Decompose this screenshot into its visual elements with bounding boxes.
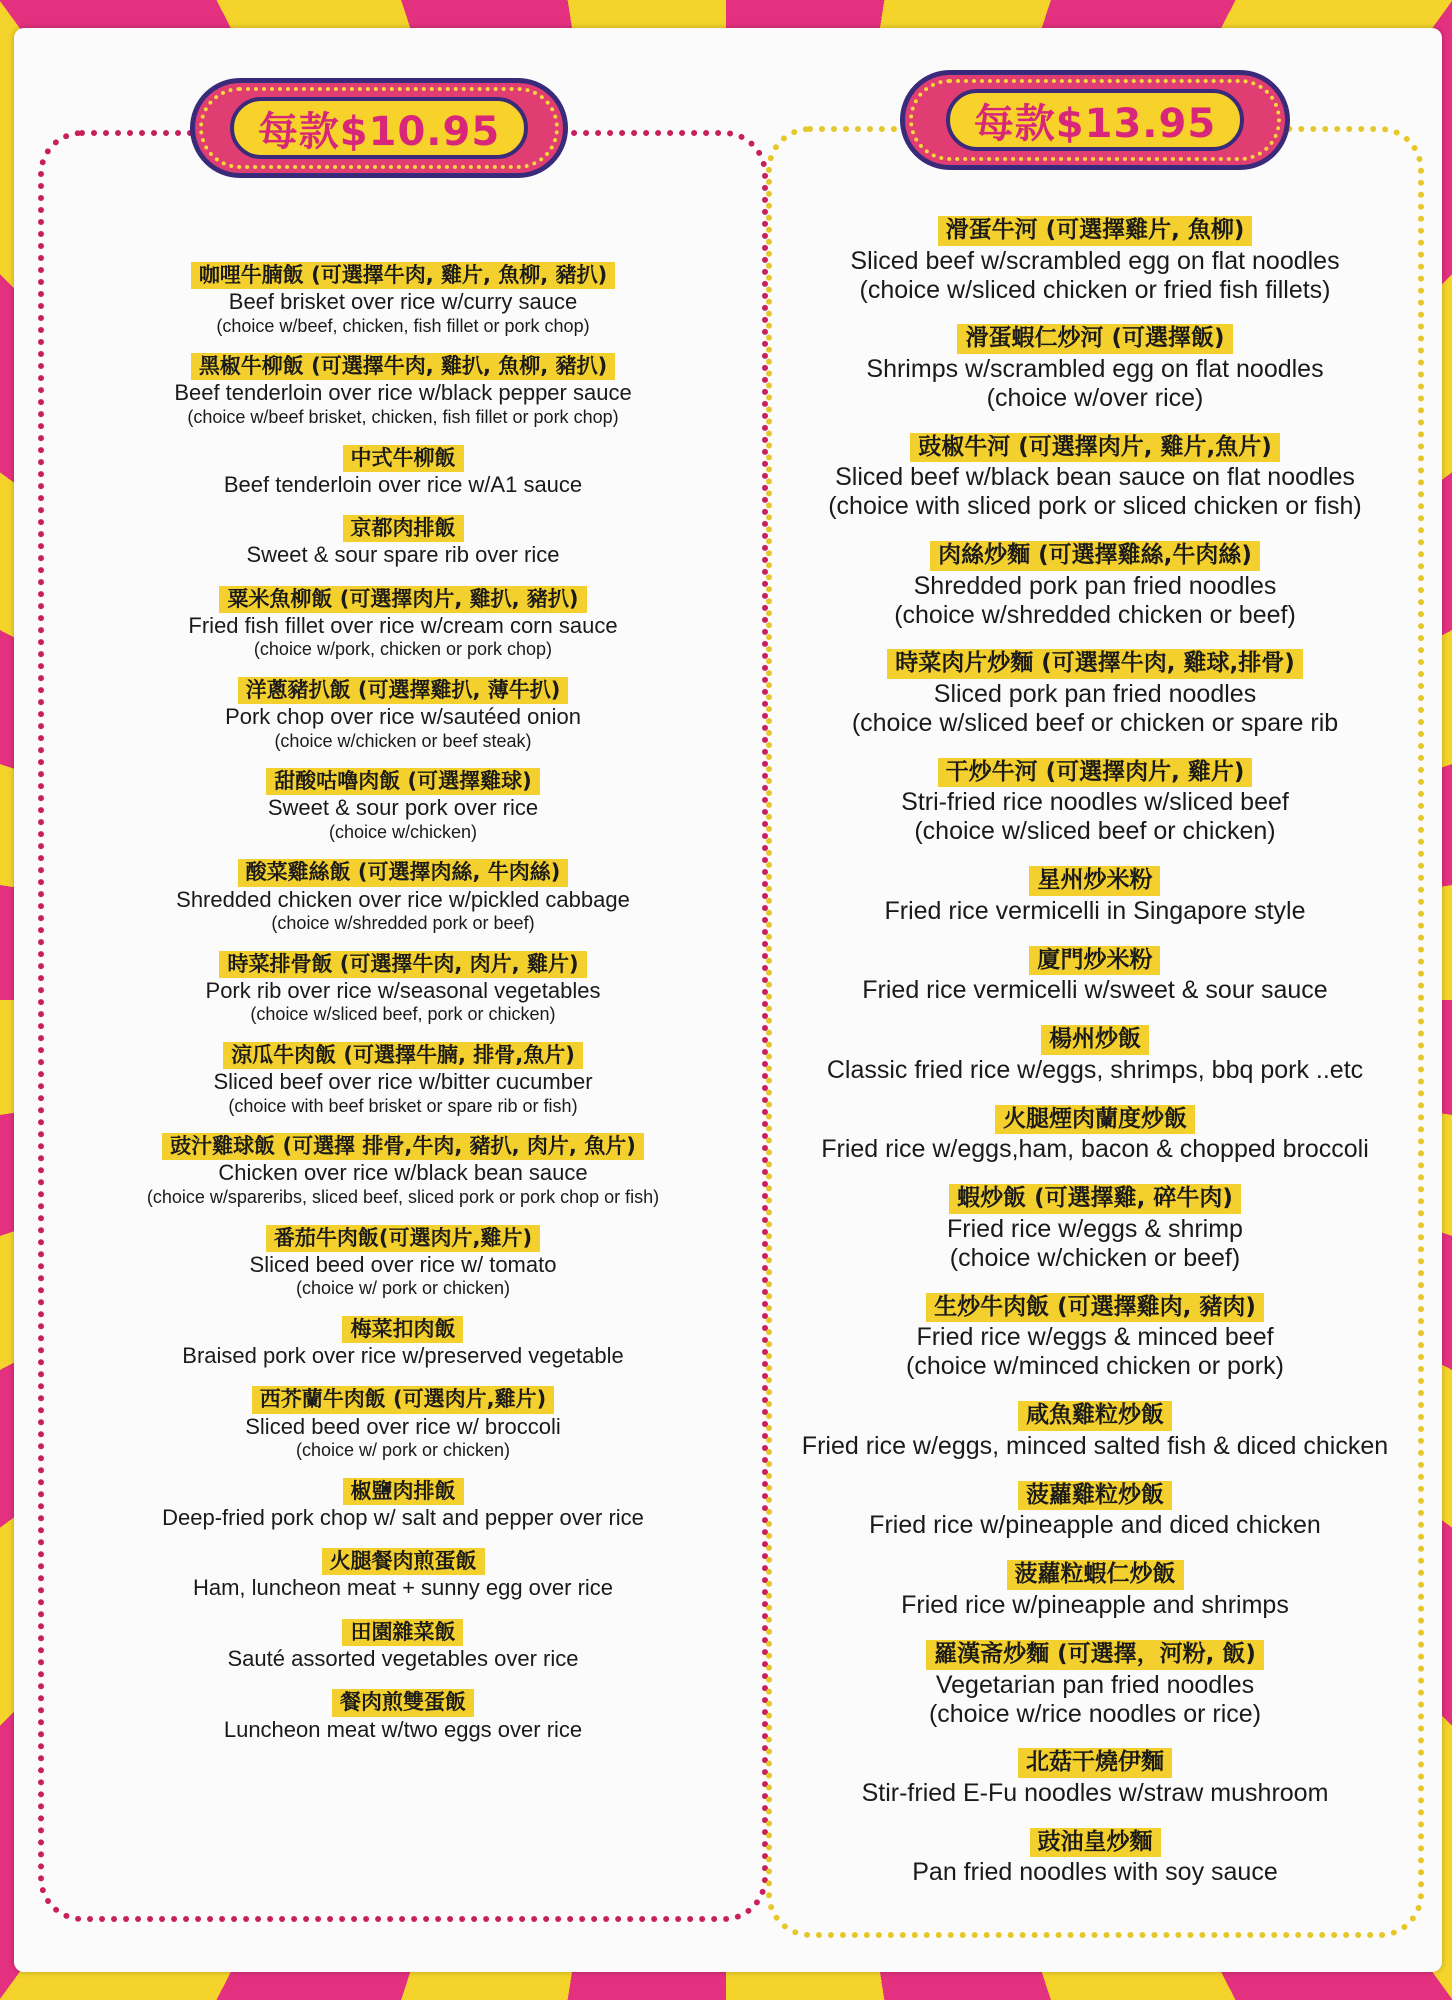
menu-item: [225, 677, 581, 751]
menu-item-english-name: Fried rice vermicelli w/sweet & sour sauce: [862, 976, 1328, 1005]
menu-item: [266, 768, 540, 842]
menu-item-chinese-name: 羅漢斋炒麵 (可選擇，河粉, 飯): [926, 1640, 1264, 1670]
menu-item: [188, 586, 617, 660]
menu-item-chinese-name: 生炒牛肉飯 (可選擇雞肉, 豬肉): [926, 1293, 1264, 1323]
menu-item-chinese-name: 酸菜雞絲飯 (可選擇肉絲, 牛肉絲): [238, 859, 569, 886]
menu-item: [213, 1042, 592, 1116]
menu-item: [862, 946, 1327, 1006]
menu-item-chinese-name: 田園雜菜飯: [342, 1619, 463, 1646]
menu-item-chinese-name: 滑蛋牛河 (可選擇雞片, 魚柳): [938, 216, 1253, 246]
menu-item: [191, 262, 615, 336]
menu-item-english-name: Vegetarian pan fried noodles: [935, 1670, 1255, 1699]
menu-item-english-name: Shredded pork pan fried noodles: [913, 571, 1277, 600]
menu-item-english-name: Beef tenderloin over rice w/A1 sauce: [223, 471, 583, 497]
menu-item-chinese-name: 火腿煙肉蘭度炒飯: [995, 1105, 1195, 1135]
menu-item-chinese-name: 涼瓜牛肉飯 (可選擇牛腩, 排骨,魚片): [223, 1042, 583, 1069]
menu-item-choice-note: (choice w/over rice): [986, 383, 1204, 412]
menu-item-english-name: Pork chop over rice w/sautéed onion: [225, 704, 581, 730]
menu-item-english-name: Pork rib over rice w/seasonal vegetables: [205, 977, 601, 1003]
menu-item-choice-note: (choice w/pork, chicken or pork chop): [253, 639, 553, 660]
menu-item: [802, 1401, 1388, 1461]
menu-item-chinese-name: 咸魚雞粒炒飯: [1018, 1401, 1172, 1431]
menu-item-english-name: Beef tenderloin over rice w/black pepper sauce: [174, 380, 632, 406]
menu-item-choice-note: (choice w/rice noodles or rice): [928, 1699, 1262, 1728]
menu-item-choice-note: (choice w/minced chicken or pork): [906, 1352, 1284, 1381]
menu-item-english-name: Sweet & sour spare rib over rice: [246, 542, 560, 568]
menu-item-choice-note: (choice w/beef brisket, chicken, fish fillet or pork chop): [187, 406, 619, 427]
menu-item: [193, 1548, 613, 1602]
menu-list-right: [782, 132, 1408, 1887]
menu-item: [894, 541, 1296, 629]
menu-item-choice-note: (choice w/shredded chicken or beef): [894, 600, 1296, 629]
menu-list-left: [54, 136, 752, 1743]
menu-item-english-name: Sliced beed over rice w/ broccoli: [245, 1413, 561, 1439]
price-badge-1395: [900, 70, 1290, 170]
menu-item-choice-note: (choice with sliced pork or sliced chicken or fish): [828, 492, 1362, 521]
menu-item-choice-note: (choice w/spareribs, sliced beef, sliced pork or pork chop or fish): [146, 1186, 660, 1207]
menu-item: [206, 951, 601, 1025]
menu-item: [245, 1386, 560, 1460]
menu-item-choice-note: (choice w/shredded pork or beef): [271, 913, 535, 934]
menu-item-english-name: Sliced beef w/scrambled egg on flat noodles: [850, 246, 1340, 275]
menu-item-english-name: Fried rice vermicelli in Singapore style: [884, 896, 1306, 925]
price-label: 每款$13.95: [946, 89, 1244, 151]
menu-item: [182, 1316, 623, 1370]
menu-item-chinese-name: 黑椒牛柳飯 (可選擇牛肉, 雞扒, 魚柳, 豬扒): [191, 353, 615, 380]
menu-item-english-name: Stri-fried rice noodles w/sliced beef: [901, 788, 1289, 817]
menu-item-english-name: Deep-fried pork chop w/ salt and pepper over rice: [162, 1504, 644, 1530]
menu-item-chinese-name: 豉油皇炒麵: [1030, 1828, 1161, 1858]
menu-item-chinese-name: 蝦炒飯 (可選擇雞, 碎牛肉): [949, 1184, 1241, 1214]
menu-item-english-name: Sliced beef w/black bean sauce on flat noodles: [835, 463, 1355, 492]
menu-item-chinese-name: 餐肉煎雙蛋飯: [332, 1689, 474, 1716]
menu-item: [906, 1293, 1284, 1381]
menu-item-english-name: Stir-fried E-Fu noodles w/straw mushroom: [861, 1778, 1329, 1807]
menu-item: [228, 1619, 579, 1673]
menu-item: [162, 1478, 644, 1532]
menu-item-chinese-name: 粟米魚柳飯 (可選擇肉片, 雞扒, 豬扒): [219, 586, 586, 613]
menu-item-chinese-name: 椒鹽肉排飯: [343, 1478, 464, 1505]
menu-item: [912, 1828, 1278, 1888]
menu-item-choice-note: (choice with beef brisket or spare rib or fish): [228, 1095, 578, 1116]
menu-item-choice-note: (choice w/ pork or chicken): [295, 1439, 511, 1460]
menu-item-english-name: Braised pork over rice w/preserved vegetable: [182, 1343, 624, 1368]
price-badge-1095: [190, 78, 568, 178]
menu-item-english-name: Fried rice w/eggs & shrimp: [947, 1215, 1243, 1244]
menu-item-english-name: Sweet & sour pork over rice: [267, 795, 539, 821]
menu-item-choice-note: (choice w/sliced beef or chicken): [914, 817, 1276, 846]
menu-item: [901, 758, 1289, 846]
menu-item-english-name: Beef brisket over rice w/curry sauce: [228, 289, 578, 315]
menu-item: [947, 1184, 1243, 1272]
menu-item-choice-note: (choice w/sliced chicken or fried fish fillets): [859, 275, 1331, 304]
menu-item: [821, 1105, 1369, 1165]
menu-item: [862, 1748, 1329, 1808]
menu-item: [250, 1225, 557, 1299]
menu-item-choice-note: (choice w/beef, chicken, fish fillet or pork chop): [216, 315, 590, 336]
menu-item-chinese-name: 豉椒牛河 (可選擇肉片, 雞片,魚片): [910, 433, 1280, 463]
menu-item-choice-note: (choice w/chicken or beef): [949, 1244, 1241, 1273]
menu-item: [866, 324, 1323, 412]
menu-item-chinese-name: 廈門炒米粉: [1029, 946, 1160, 976]
menu-item-english-name: Sliced beed over rice w/ tomato: [249, 1251, 557, 1277]
menu-item-chinese-name: 咖哩牛腩飯 (可選擇牛肉, 雞片, 魚柳, 豬扒): [191, 262, 615, 289]
menu-item-chinese-name: 時菜排骨飯 (可選擇牛肉, 肉片, 雞片): [219, 951, 586, 978]
menu-item: [926, 1640, 1264, 1728]
menu-item-english-name: Shredded chicken over rice w/pickled cabbage: [176, 886, 630, 912]
menu-item-english-name: Fried rice w/eggs & minced beef: [916, 1323, 1274, 1352]
menu-item: [176, 859, 630, 933]
menu-item-chinese-name: 西芥蘭牛肉飯 (可選肉片,雞片): [252, 1386, 554, 1413]
menu-item-choice-note: (choice w/chicken or beef steak): [274, 730, 532, 751]
menu-item-choice-note: (choice w/sliced beef or chicken or spare rib: [851, 708, 1339, 737]
menu-item: [224, 445, 582, 499]
menu-item: [850, 216, 1339, 304]
menu-item-choice-note: (choice w/chicken): [328, 821, 478, 842]
menu-item-chinese-name: 京都肉排飯: [343, 515, 464, 542]
menu-column-1095: [38, 130, 768, 1922]
menu-item-chinese-name: 干炒牛河 (可選擇肉片, 雞片): [938, 758, 1253, 788]
menu-item-english-name: Shrimps w/scrambled egg on flat noodles: [866, 354, 1324, 383]
menu-item-english-name: Sliced beef over rice w/bitter cucumber: [213, 1069, 593, 1095]
menu-item-chinese-name: 甜酸咕嚕肉飯 (可選擇雞球): [266, 768, 540, 795]
menu-item-chinese-name: 菠蘿雞粒炒飯: [1018, 1481, 1172, 1511]
menu-item-english-name: Fried fish fillet over rice w/cream corn sauce: [188, 612, 618, 638]
menu-item-chinese-name: 時菜肉片炒麵 (可選擇牛肉, 雞球,排骨): [887, 649, 1303, 679]
menu-item-choice-note: (choice w/ pork or chicken): [295, 1278, 511, 1299]
menu-item: [827, 1025, 1363, 1085]
menu-item-english-name: Chicken over rice w/black bean sauce: [218, 1160, 588, 1186]
menu-item-chinese-name: 肉絲炒麵 (可選擇雞絲,牛肉絲): [930, 541, 1260, 571]
menu-item-chinese-name: 豉汁雞球飯 (可選擇 排骨,牛肉, 豬扒, 肉片, 魚片): [162, 1133, 644, 1160]
menu-item-english-name: Fried rice w/pineapple and diced chicken: [869, 1511, 1321, 1540]
menu-item-chinese-name: 番茄牛肉飯(可選肉片,雞片): [266, 1225, 540, 1252]
menu-item-chinese-name: 火腿餐肉煎蛋飯: [322, 1548, 485, 1575]
menu-item: [147, 1133, 659, 1207]
menu-column-1395: [766, 126, 1424, 1938]
menu-item-chinese-name: 中式牛柳飯: [343, 445, 464, 472]
menu-item: [828, 433, 1362, 521]
menu-item-chinese-name: 楊州炒飯: [1041, 1025, 1149, 1055]
menu-item: [869, 1481, 1321, 1541]
menu-item-english-name: Sauté assorted vegetables over rice: [227, 1646, 579, 1671]
menu-item-english-name: Ham, luncheon meat + sunny egg over rice: [192, 1575, 614, 1601]
menu-item: [885, 866, 1306, 926]
menu-item: [901, 1560, 1289, 1620]
menu-item-english-name: Sliced pork pan fried noodles: [933, 679, 1257, 708]
menu-item-english-name: Fried rice w/eggs,ham, bacon & chopped broccoli: [821, 1135, 1369, 1164]
menu-item: [224, 1689, 582, 1743]
menu-item-chinese-name: 菠蘿粒蝦仁炒飯: [1007, 1560, 1184, 1590]
menu-item-chinese-name: 星州炒米粉: [1029, 866, 1160, 896]
menu-item-chinese-name: 洋蔥豬扒飯 (可選擇雞扒, 薄牛扒): [238, 677, 569, 704]
menu-item-english-name: Luncheon meat w/two eggs over rice: [223, 1716, 583, 1742]
menu-item-chinese-name: 滑蛋蝦仁炒河 (可選擇飯): [957, 324, 1232, 354]
menu-item-chinese-name: 北菇干燒伊麵: [1018, 1748, 1172, 1778]
menu-item: [174, 353, 631, 427]
menu-item-english-name: Fried rice w/pineapple and shrimps: [901, 1590, 1289, 1619]
menu-item: [246, 515, 559, 569]
menu-item-choice-note: (choice w/sliced beef, pork or chicken): [250, 1004, 556, 1025]
menu-item-english-name: Classic fried rice w/eggs, shrimps, bbq pork ..etc: [826, 1055, 1364, 1084]
price-label: 每款$10.95: [230, 97, 528, 159]
menu-item-english-name: Fried rice w/eggs, minced salted fish & diced chicken: [801, 1431, 1389, 1460]
menu-item-chinese-name: 梅菜扣肉飯: [342, 1316, 463, 1343]
menu-item-english-name: Pan fried noodles with soy sauce: [912, 1858, 1278, 1887]
menu-item: [852, 649, 1338, 737]
